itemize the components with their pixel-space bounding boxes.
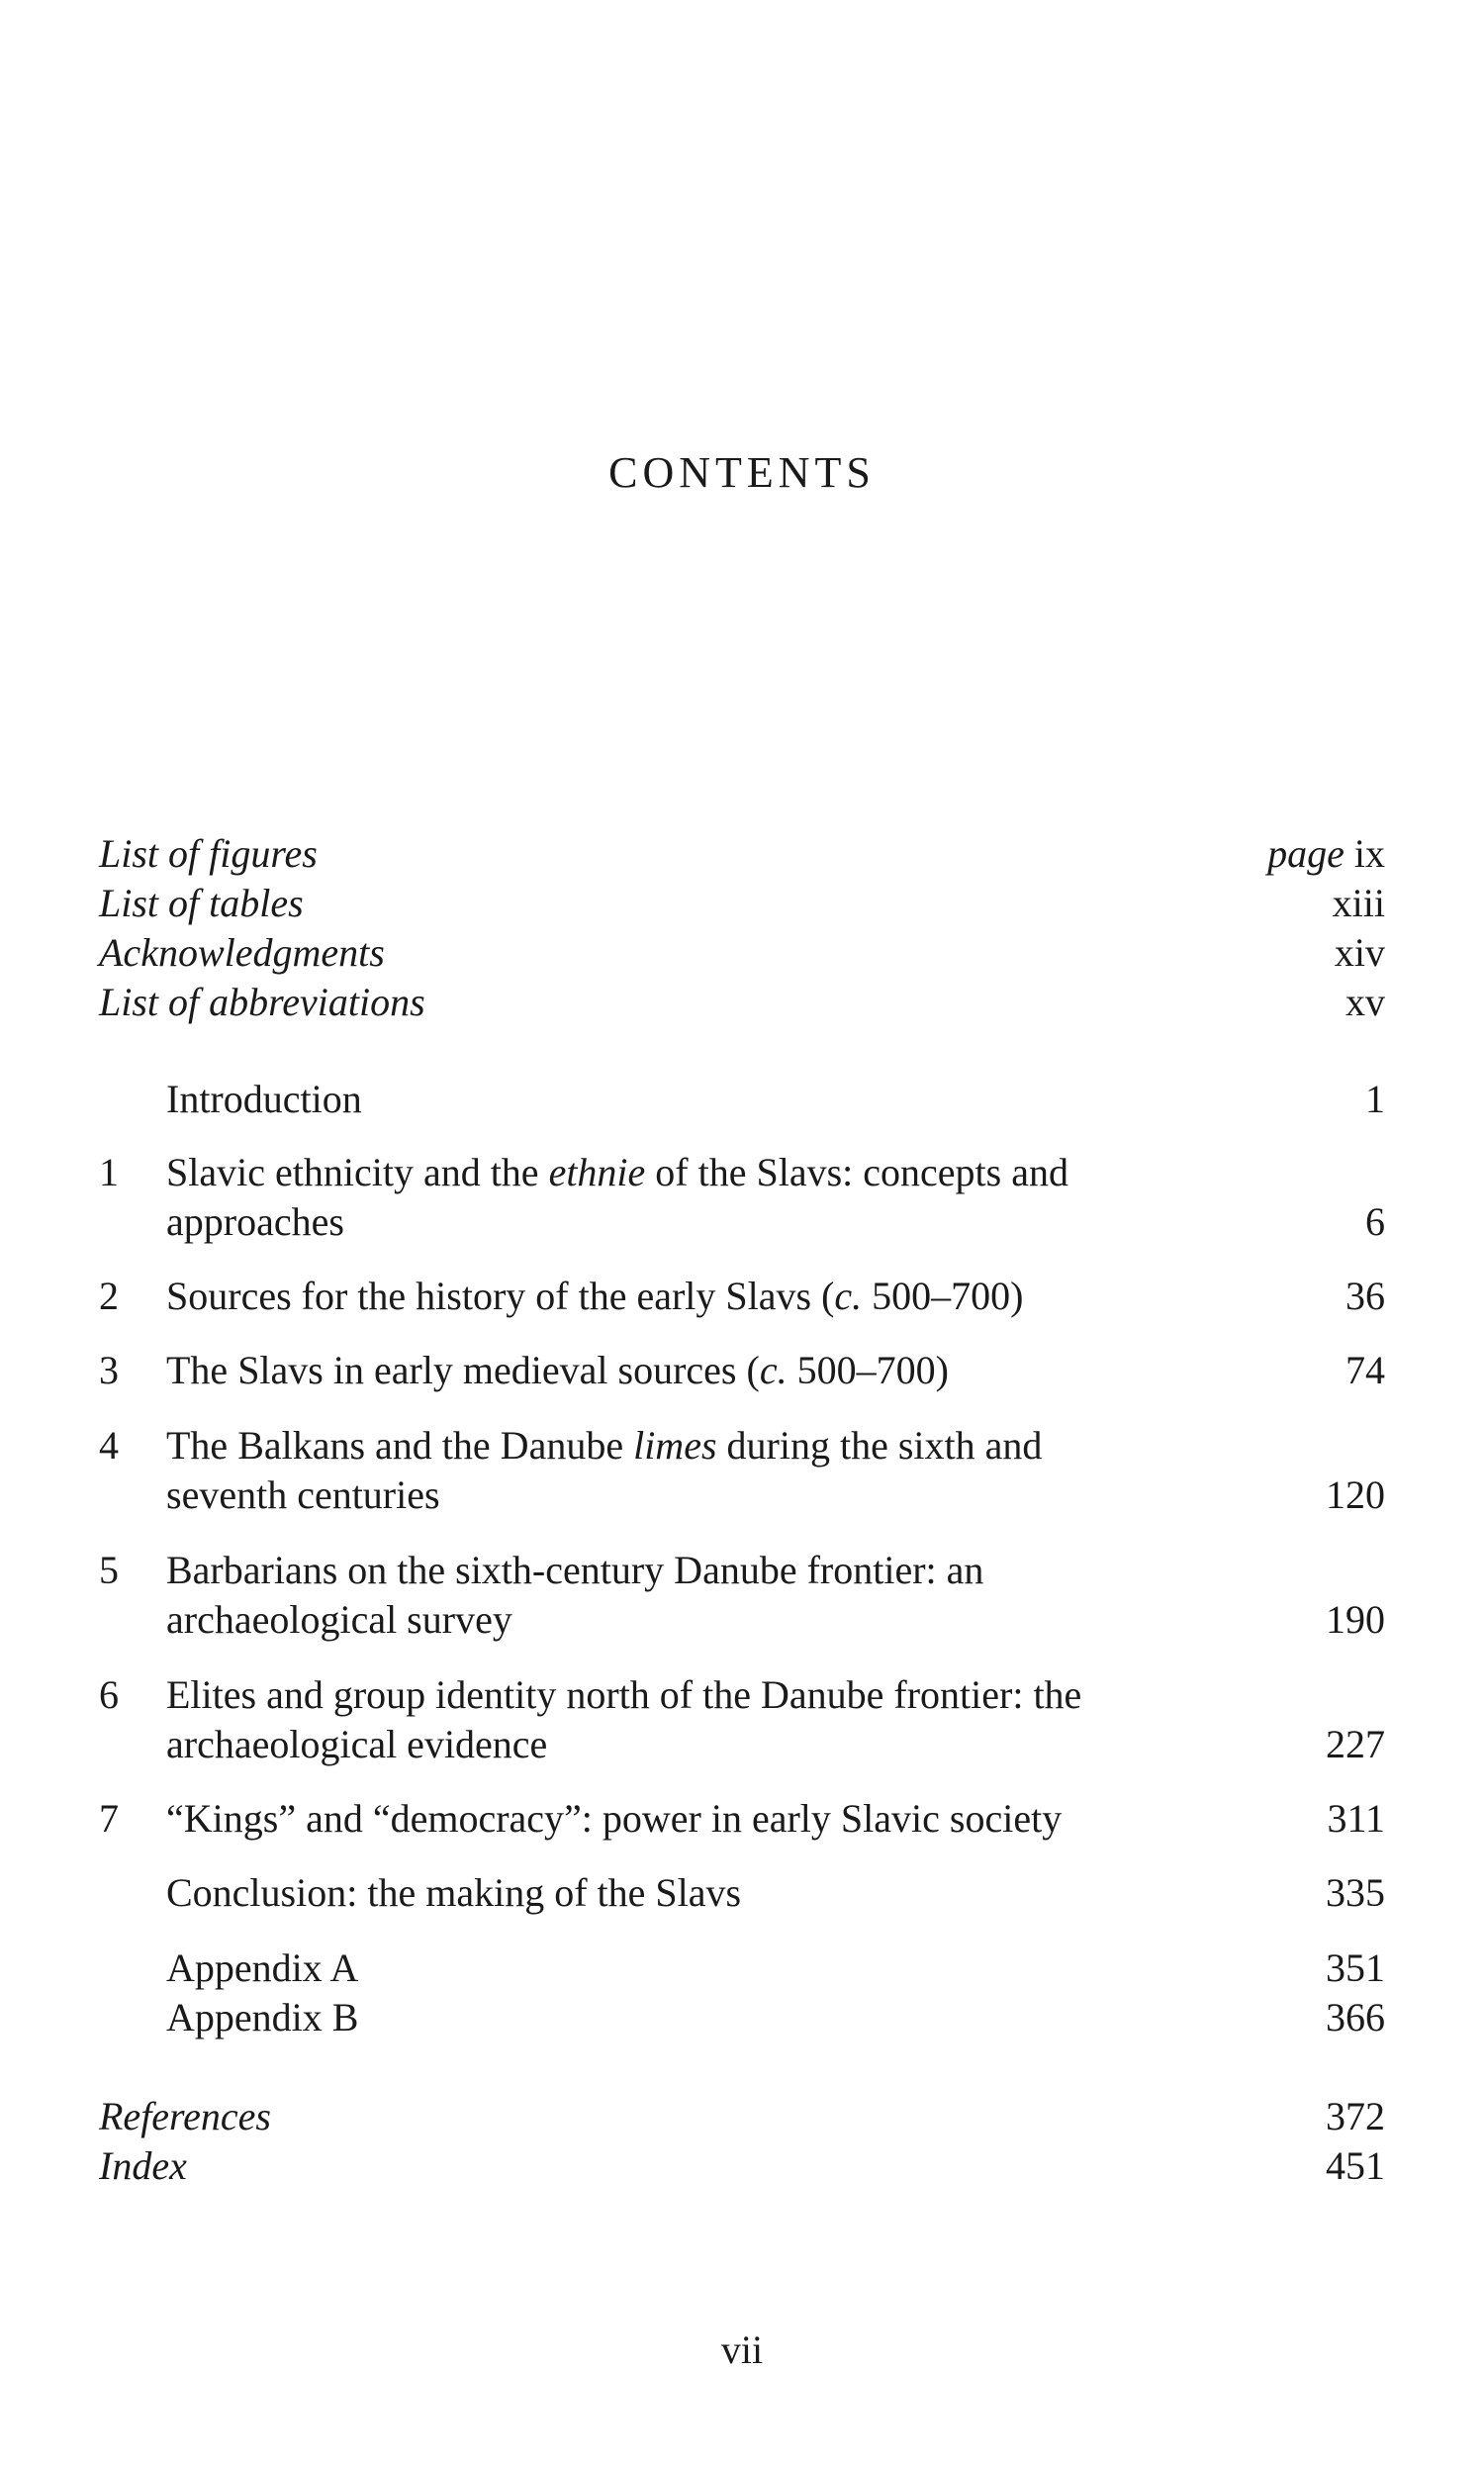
chapter-title-line2: approaches: [166, 1199, 344, 1244]
toc-label: References: [99, 2094, 271, 2138]
toc-entry-list-of-figures[interactable]: [99, 829, 1385, 879]
chapter-title: The Slavs in early medieval sources (c. 500–700): [166, 1348, 949, 1392]
chapter-number: 7: [99, 1796, 119, 1841]
toc-label: List of tables: [99, 881, 304, 925]
page-number: vii: [720, 2327, 764, 2372]
toc-page-number: 190: [1326, 1597, 1385, 1642]
toc-page-number: 74: [1345, 1348, 1385, 1392]
chapter-number: 2: [99, 1274, 119, 1318]
toc-page-number: xiii: [1332, 881, 1385, 925]
chapter-title-line2: seventh centuries: [166, 1472, 440, 1517]
toc-entry-appendix-a[interactable]: [99, 1944, 1385, 1993]
toc-page-number: 36: [1345, 1274, 1385, 1318]
toc-entry-references[interactable]: [99, 2092, 1385, 2141]
toc-page-ref: [1267, 829, 1385, 879]
chapter-title-line2: archaeological survey: [166, 1597, 512, 1642]
toc-page-number: 366: [1326, 1995, 1385, 2039]
toc-label: List of abbreviations: [99, 980, 425, 1024]
toc-entry-chapter-4-cont[interactable]: [99, 1470, 1385, 1520]
chapter-title: Elites and group identity north of the Danube frontier: the: [166, 1672, 1082, 1717]
chapter-title: Appendix B: [166, 1995, 359, 2039]
toc-entry-index[interactable]: [99, 2141, 1385, 2191]
chapter-title-line2: archaeological evidence: [166, 1722, 548, 1766]
toc-entry-list-of-tables[interactable]: [99, 879, 1385, 928]
toc-entry-list-of-abbreviations[interactable]: [99, 978, 1385, 1027]
toc-entry-chapter-6[interactable]: [99, 1670, 1385, 1720]
toc-page-number: xv: [1345, 980, 1385, 1024]
toc-page-number: xiv: [1334, 930, 1385, 975]
toc-page-number: 6: [1365, 1199, 1385, 1244]
chapter-title: Conclusion: the making of the Slavs: [166, 1870, 742, 1915]
toc-page-number: 311: [1327, 1796, 1385, 1841]
toc-entry-chapter-7[interactable]: [99, 1794, 1385, 1844]
chapter-title: Sources for the history of the early Slavs (c. 500–700): [166, 1274, 1024, 1318]
toc-entry-conclusion[interactable]: [99, 1868, 1385, 1918]
toc-entry-chapter-1[interactable]: [99, 1148, 1385, 1197]
page-prefix: page: [1267, 831, 1345, 876]
chapter-title: Introduction: [166, 1077, 362, 1121]
chapter-number: 1: [99, 1150, 119, 1194]
toc-entry-chapter-6-cont[interactable]: [99, 1720, 1385, 1769]
toc-label: Index: [99, 2143, 187, 2188]
toc-page-number: 335: [1326, 1870, 1385, 1915]
toc-page-number: 227: [1326, 1722, 1385, 1766]
toc-entry-chapter-1-cont[interactable]: [99, 1197, 1385, 1247]
toc-label: List of figures: [99, 831, 318, 876]
chapter-number: 3: [99, 1348, 119, 1392]
toc-entry-chapter-2[interactable]: [99, 1272, 1385, 1321]
toc-entry-introduction[interactable]: [99, 1075, 1385, 1124]
toc-page-number: 451: [1326, 2143, 1385, 2188]
toc-entry-chapter-4[interactable]: [99, 1421, 1385, 1470]
toc-page-number: 351: [1326, 1945, 1385, 1990]
chapter-title: Barbarians on the sixth-century Danube frontier: an: [166, 1548, 984, 1592]
page-title: CONTENTS: [608, 448, 876, 497]
chapter-number: 6: [99, 1672, 119, 1717]
toc-entry-chapter-3[interactable]: [99, 1346, 1385, 1395]
toc-entry-chapter-5[interactable]: [99, 1546, 1385, 1595]
chapter-title: Appendix A: [166, 1945, 359, 1990]
chapter-title: Slavic ethnicity and the ethnie of the Slavs: concepts and: [166, 1150, 1068, 1194]
toc-entry-appendix-b[interactable]: [99, 1993, 1385, 2042]
chapter-title: “Kings” and “democracy”: power in early Slavic society: [166, 1796, 1063, 1841]
toc-page-number: 120: [1326, 1472, 1385, 1517]
toc-page-number: 372: [1326, 2094, 1385, 2138]
toc-label: Acknowledgments: [99, 930, 385, 975]
chapter-number: 5: [99, 1548, 119, 1592]
chapter-number: 4: [99, 1423, 119, 1468]
toc-page-number: ix: [1353, 831, 1385, 876]
toc-entry-acknowledgments[interactable]: [99, 928, 1385, 978]
toc-page-number: 1: [1365, 1077, 1385, 1121]
chapter-title: The Balkans and the Danube limes during the sixth and: [166, 1423, 1043, 1468]
toc-entry-chapter-5-cont[interactable]: [99, 1595, 1385, 1645]
